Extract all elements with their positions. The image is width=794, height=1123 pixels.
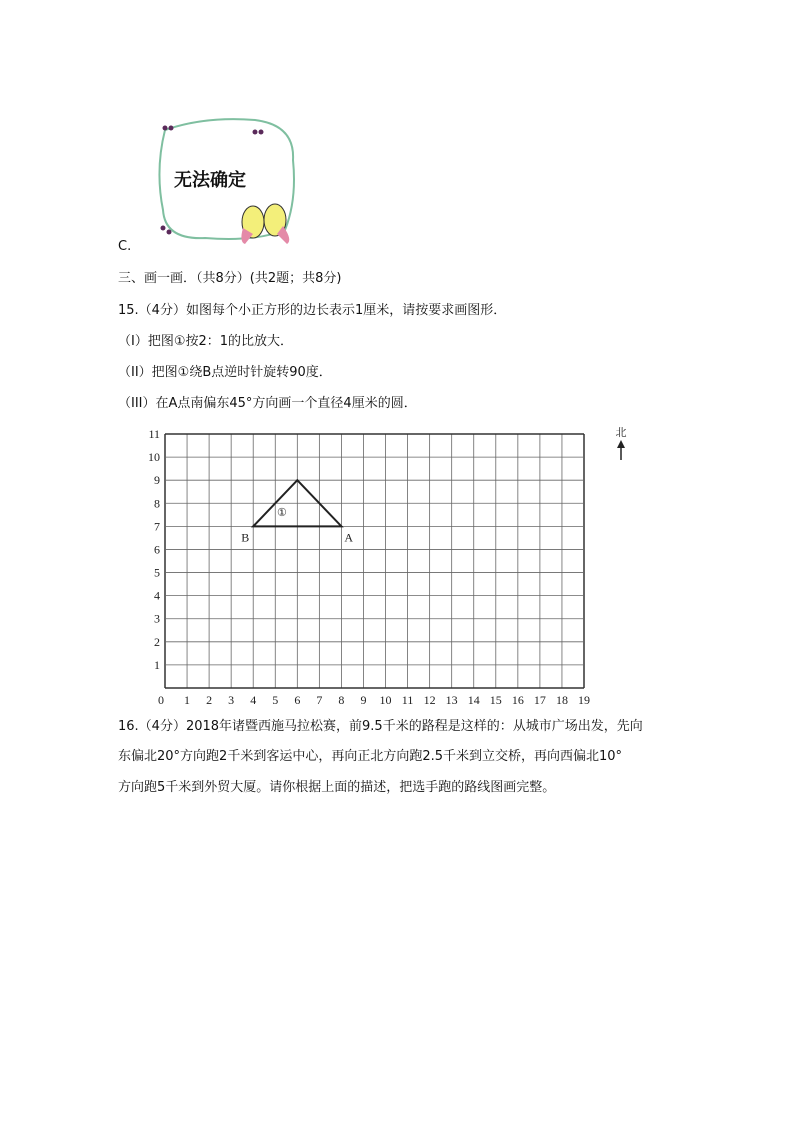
y-tick-label: 9	[154, 473, 160, 488]
x-tick-label: 18	[555, 693, 568, 707]
y-tick-label: 5	[154, 565, 160, 580]
y-tick-label: 1	[154, 657, 160, 672]
x-tick-label: 15	[489, 693, 502, 707]
x-tick-label: 5	[272, 693, 279, 707]
x-tick-label: 13	[445, 693, 458, 707]
x-tick-label: 14	[467, 693, 480, 707]
x-tick-label: 0	[158, 693, 164, 707]
north-arrow-head-icon	[617, 440, 625, 448]
y-tick-label: 2	[154, 634, 160, 649]
section-title: 三、画一画．（共8分）(共2题；共8分)	[118, 271, 342, 286]
x-tick-label: 12	[423, 693, 436, 707]
q16-line-2: 东偏北20°方向跑2千米到客运中心，再向正北方向跑2.5千米到立交桥，再向西偏北10°	[118, 749, 623, 764]
x-tick-label: 8	[338, 693, 345, 707]
q16-line-3: 方向跑5千米到外贸大厦。请你根据上面的描述，把选手跑的路线图画完整。	[118, 780, 556, 795]
coordinate-grid	[140, 420, 660, 712]
y-tick-label: 11	[148, 427, 160, 441]
triangle-label: ①	[276, 506, 287, 519]
x-tick-label: 7	[316, 693, 323, 707]
x-tick-label: 10	[379, 693, 392, 707]
y-tick-label: 4	[154, 588, 160, 603]
x-tick-label: 17	[533, 693, 546, 707]
x-tick-label: 16	[511, 693, 524, 707]
q15-part-2: （II）把图①绕B点逆时针旋转90度．	[118, 365, 332, 380]
y-tick-label: 10	[148, 450, 160, 465]
x-tick-label: 19	[578, 693, 590, 707]
x-tick-label: 6	[294, 693, 301, 707]
x-tick-label: 2	[206, 693, 213, 707]
option-c-image	[145, 110, 303, 250]
north-label: 北	[615, 426, 627, 439]
y-tick-label: 8	[154, 496, 160, 511]
y-tick-label: 6	[154, 542, 160, 557]
y-tick-label: 3	[154, 611, 160, 626]
x-tick-label: 11	[401, 693, 414, 707]
x-tick-label: 9	[360, 693, 367, 707]
x-tick-label: 1	[184, 693, 191, 707]
option-c-image-text: 无法确定	[174, 170, 246, 191]
y-tick-label: 7	[154, 519, 160, 534]
q16-line-1: 16.（4分）2018年诸暨西施马拉松赛，前9.5千米的路程是这样的：从城市广场出发，先向	[118, 719, 643, 734]
point-b-label: B	[241, 530, 250, 545]
point-a-label: A	[344, 530, 354, 545]
q15-stem: 15.（4分）如图每个小正方形的边长表示1厘米，请按要求画图形．	[118, 303, 507, 318]
q15-part-1: （I）把图①按2：1的比放大．	[118, 334, 294, 349]
x-tick-label: 3	[228, 693, 235, 707]
option-c-label: C.	[118, 239, 132, 254]
q15-part-3: （III）在A点南偏东45°方向画一个直径4厘米的圆．	[118, 396, 417, 411]
x-tick-label: 4	[250, 693, 257, 707]
